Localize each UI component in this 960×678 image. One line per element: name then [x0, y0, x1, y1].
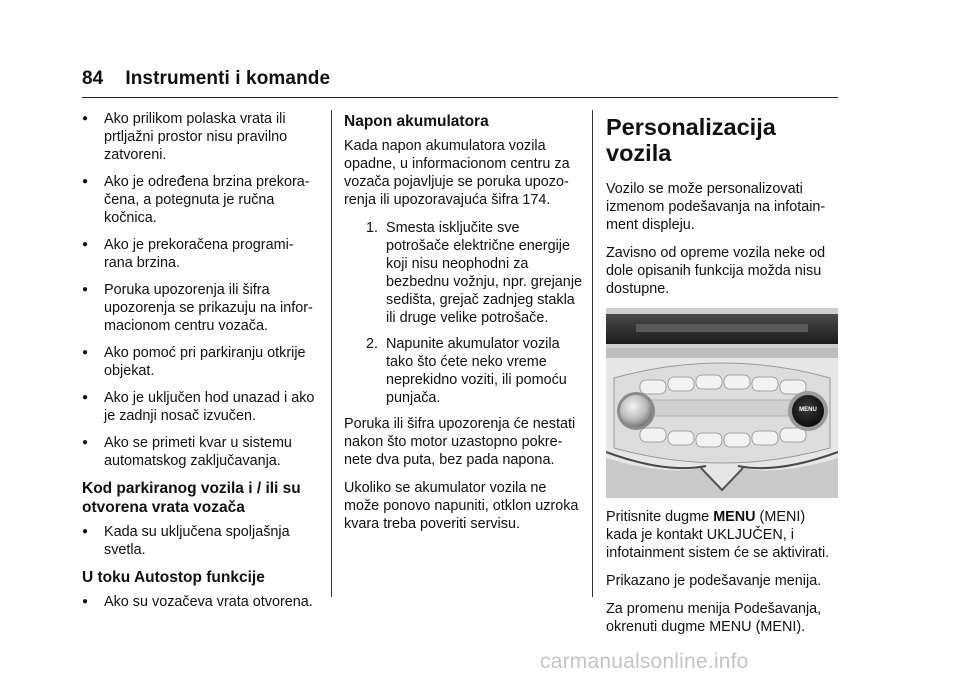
numbered-step: 1. Smesta isključite sve potrošače električne energije koji nisu neophodni za bezbednu vožnju, npr. grejanje sedišta, grejač zadnjeg stakla ili druge velike potrošače.: [365, 220, 583, 326]
section-heading-parked: Kod parkiranog vozila i / ili su otvorena vrata vozača: [82, 480, 301, 516]
paragraph: Ukoliko se akumulator vozila ne može ponovo napuniti, otklon uzroka kvara treba poveriti servisu.: [344, 480, 579, 532]
column-2: [344, 112, 584, 543]
paragraph: Pritisnite dugme MENU (MENI) kada je kontakt UKLJUČEN, i infotainment sistem će se aktivirati.: [606, 509, 830, 561]
paragraph: Prikazano je podešavanje menija.: [606, 573, 822, 589]
chapter-title: Instrumenti i komande: [125, 68, 331, 89]
bullet-icon: ●: [82, 284, 89, 295]
paragraph: Za promenu menija Podešavanja, okrenuti dugme MENU (MENI).: [606, 601, 822, 635]
column-1: [82, 110, 322, 620]
infotainment-panel-photo: [606, 308, 838, 498]
menu-knob-label: MENU: [799, 407, 817, 413]
bullet-icon: ●: [82, 239, 89, 250]
watermark: carmanualsonline.info: [540, 650, 749, 673]
page-header: [82, 68, 330, 90]
infotainment-panel-illustration: [606, 308, 838, 498]
paragraph: Kada napon akumulatora vozila opadne, u informacionom centru za vozača pojavljuje se poruka upozo-renja ili upozoravajuća šifra 174.: [344, 138, 570, 208]
paragraph: Zavisno od opreme vozila neke od dole opisanih funkcija možda nisu dostupne.: [606, 245, 826, 297]
bullet-icon: ●: [82, 392, 89, 403]
bullet-icon: ●: [82, 176, 89, 187]
list-item: ● Ako se primeti kvar u sistemu automatskog zaključavanja.: [82, 435, 292, 469]
bullet-icon: ●: [82, 437, 89, 448]
column-divider-1: [331, 110, 332, 597]
bullet-icon: ●: [82, 526, 89, 537]
list-item: ● Ako je određena brzina prekora-čena, a potegnuta je ručna kočnica.: [82, 174, 310, 226]
bullet-icon: ●: [82, 347, 89, 358]
numbered-step: 2. Napunite akumulator vozila tako što ćete neko vreme neprekidno voziti, ili pomoću punjača.: [365, 336, 567, 406]
list-item: ● Ako je uključen hod unazad i ako je zadnji nosač izvučen.: [82, 390, 315, 424]
header-divider: [82, 97, 838, 98]
column-divider-2: [592, 110, 593, 597]
paragraph: Poruka ili šifra upozorenja će nestati nakon što motor uzastopno pokre-nete dva puta, bez pada napona.: [344, 416, 576, 468]
list-item: ● Ako je prekoračena programi-rana brzina.: [82, 237, 294, 271]
list-item: ● Kada su uključena spoljašnja svetla.: [82, 524, 290, 558]
paragraph: Vozilo se može personalizovati izmenom podešavanja na infotain-ment displeju.: [606, 181, 826, 233]
column-3: [606, 114, 838, 646]
bullet-icon: ●: [82, 113, 89, 124]
list-item: ● Ako pomoć pri parkiranju otkrije objekat.: [82, 345, 306, 379]
list-item: ● Poruka upozorenja ili šifra upozorenja se prikazuju na infor-macionom centru vozača.: [82, 282, 313, 334]
bullet-icon: ●: [82, 596, 89, 607]
menu-keyword: MENU: [713, 509, 756, 525]
list-item: ● Ako su vozačeva vrata otvorena.: [82, 594, 313, 610]
section-title: Personalizacija vozila: [606, 114, 776, 166]
list-item: ● Ako prilikom polaska vrata ili prtljažni prostor nisu pravilno zatvoreni.: [82, 111, 288, 163]
section-heading-battery: Napon akumulatora: [344, 113, 489, 130]
section-heading-autostop: U toku Autostop funkcije: [82, 569, 265, 586]
page-number: 84: [82, 68, 104, 89]
